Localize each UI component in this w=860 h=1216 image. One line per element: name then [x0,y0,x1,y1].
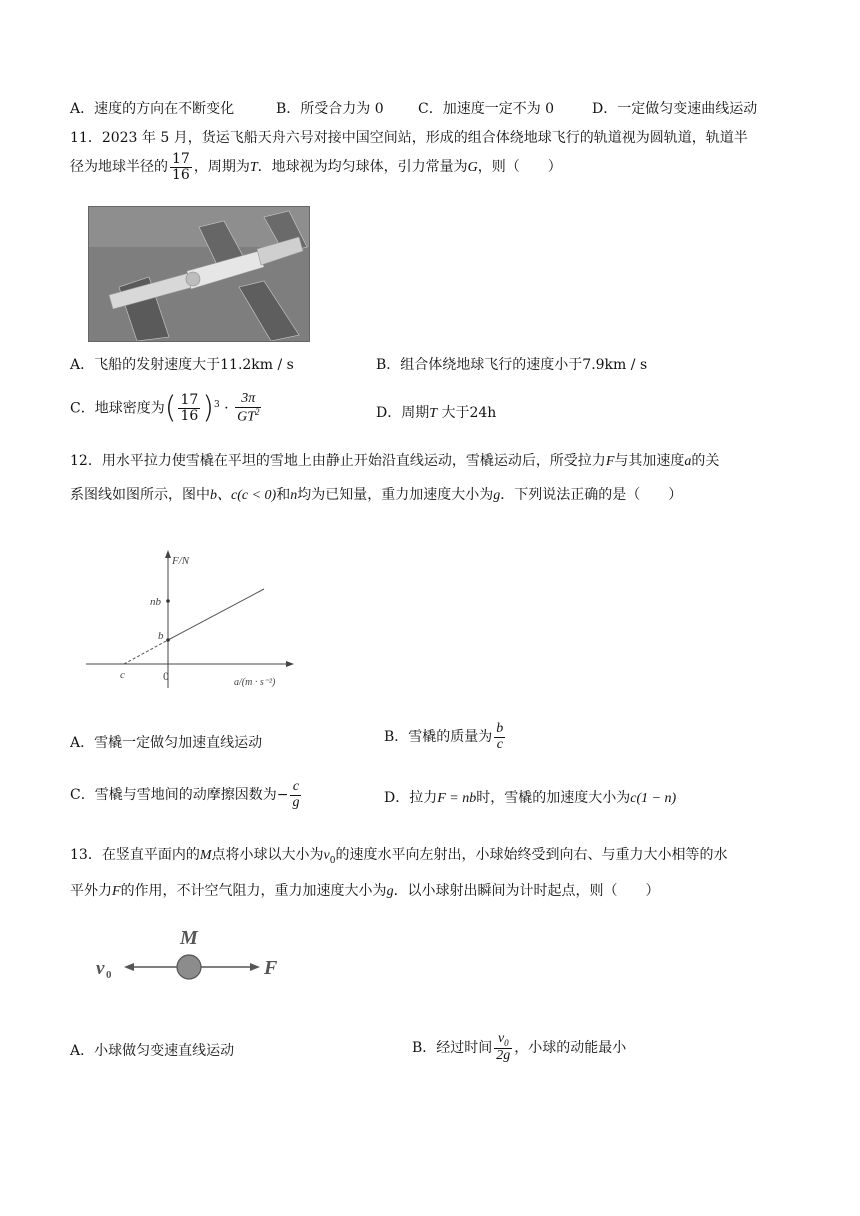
q13-text: 点将小球以大小为 [211,847,324,863]
q11-text: 径为地球半径的 [70,159,168,176]
q12-force-acceleration-graph [84,548,304,690]
q11-opt-a-value: 11.2km / s [220,357,294,373]
q13-opt-b-frac [494,1032,512,1064]
q12-text: 12．用水平拉力使雪橇在平坦的雪地上由静止开始沿直线运动，雪橇运动后，所受拉力 [70,453,606,469]
q12-opt-b-num: b [496,721,504,736]
q12-opt-d-value: c(1 − n) [630,791,677,806]
label-origin: 0 [163,669,169,683]
q12-opt-c-frac [290,780,301,810]
q13-var-F: F [112,884,121,899]
label-v: v [96,958,105,979]
graph-dashed-extension [124,640,168,664]
q11-opt-c-frac2-den: GT [237,409,255,425]
space-station-photo [88,206,310,342]
q11-opt-d-text2: 大于 [441,405,470,421]
q12-opt-b-frac [494,722,505,752]
q12-option-b [384,722,507,752]
q11-opt-a-text: A．飞船的发射速度大于 [70,357,221,373]
q11-text: ．地球视为均匀球体，引力常量为 [257,159,468,176]
q12-text: ．下列说法正确的是（ ） [500,487,683,503]
q12-opt-c-den: g [292,794,300,810]
q13-ball-force-diagram [92,922,292,986]
q11-opt-c-frac [178,393,200,423]
q13-stem-line2 [70,884,660,899]
q12-text: 系图线如图所示，图中 [70,487,210,503]
q13-var-v: v [323,848,330,863]
q12-var-a: a [684,454,692,469]
q12-opt-c-num: c [290,780,301,796]
q13-opt-b-text2: ，小球的动能最小 [514,1039,627,1056]
q11-frac-den: 16 [172,166,190,183]
q12-var-n: n [290,488,298,503]
q11-opt-d-text: D．周期 [376,405,430,421]
q12-option-a: A．雪橇一定做匀加速直线运动 [70,735,263,751]
q13-var-g: g [386,884,394,899]
label-v-sub: 0 [106,969,112,981]
q10-option-c: C．加速度一定不为 0 [418,101,555,117]
q12-stem-line1 [70,454,719,469]
q11-option-b [376,358,647,372]
q13-text: 13．在竖直平面内的 [70,847,200,863]
q12-opt-b-den: c [496,736,503,752]
q11-frac-num: 17 [172,151,190,167]
q12-vars-bc: b、c [210,488,238,503]
space-station-illustration [89,207,309,341]
q13-opt-b-den: 2g [496,1048,511,1064]
q10-option-d: D．一定做匀变速曲线运动 [592,101,758,117]
q11-option-d [376,406,496,421]
q12-var-g: g [493,488,501,503]
x-axis-arrow [286,661,294,667]
right-paren: ) [202,390,214,426]
q11-text: ，则（ ） [477,159,562,176]
q13-stem-line1 [70,848,727,866]
x-axis-label: a/(m · s⁻²) [234,677,276,688]
q13-var-M: M [199,848,212,863]
q12-option-d [384,791,676,806]
q12-opt-c-minus: − [276,787,289,804]
q12-opt-c-text: C．雪橇与雪地间的动摩擦因数为 [70,787,277,804]
q12-text: 均为已知量，重力加速度大小为 [297,487,494,503]
label-b: b [158,630,164,642]
q11-opt-b-value: 7.9km / s [582,357,648,373]
q11-text: ，周期为 [193,159,250,176]
q13-text: 的作用，不计空气阻力，重力加速度大小为 [120,883,387,899]
q11-var-T: T [249,160,258,176]
point-nb [166,599,170,603]
label-M: M [180,927,198,949]
q11-stem-line1: 11．2023 年 5 月，货运飞船天舟六号对接中国空间站，形成的组合体绕地球飞行的轨道视为圆轨道，轨道半 [70,130,748,146]
q12-var-F: F [605,454,615,469]
q12-stem-line2 [70,488,682,503]
q10-option-a: A．速度的方向在不断变化 [70,101,235,117]
left-paren: ( [164,390,177,426]
q11-opt-c-frac2 [235,392,261,425]
q13-text: 的速度水平向左射出，小球始终受到向右、与重力大小相等的水 [335,847,728,863]
q11-opt-c-text: C．地球密度为 [70,400,165,417]
q13-text: ．以小球射出瞬间为计时起点，则（ ） [393,883,660,899]
q12-opt-d-text: D．拉力 [384,790,438,806]
left-arrow-head [124,963,134,971]
q11-opt-c-frac2-den-exp: 2 [254,406,260,417]
q11-opt-d-var: T [429,406,438,421]
q12-text: 的关 [691,453,720,469]
q12-opt-d-eq: F = nb [437,791,477,806]
q11-opt-b-text: B．组合体绕地球飞行的速度小于 [376,357,583,373]
right-arrow-head [250,963,260,971]
q11-opt-c-frac-num: 17 [180,392,199,409]
q11-opt-d-value: 24h [469,405,497,421]
q12-opt-b-text: B．雪橇的质量为 [384,729,493,746]
point-b [166,638,170,642]
q11-option-c: C．地球密度为( $\frac{17}{16}$ )$^3$ · $\frac{3\pi}{GT^2}$ [70,390,260,426]
q13-opt-b-num-sub: 0 [504,1037,509,1048]
q11-fraction [170,152,192,182]
q13-opt-b-text: B．经过时间 [412,1039,493,1056]
q11-opt-c-exponent: 3 [213,399,220,410]
q12-text: 和 [276,487,291,503]
q11-option-a [70,358,294,372]
q10-option-b: B．所受合力为 0 [276,101,384,117]
ball [177,955,201,979]
y-axis-label: F/N [172,555,190,567]
q11-opt-c-frac-den: 16 [180,408,199,425]
q11-var-G: G [467,160,478,176]
label-c: c [120,669,125,681]
q12-condition: (c < 0) [237,488,277,503]
q12-opt-d-text2: 时，雪橇的加速度大小为 [476,790,631,806]
q13-option-a: A．小球做匀变速直线运动 [70,1043,235,1059]
q11-stem-line2 [70,152,562,182]
q13-text: 平外力 [70,883,112,899]
q12-text: 与其加速度 [614,453,685,469]
q11-opt-c-frac2-num: 3π [235,392,261,408]
label-F: F [264,957,278,979]
graph-line [168,589,264,640]
y-axis-arrow [165,550,171,558]
label-nb: nb [150,596,161,608]
q12-option-c [70,780,303,810]
q13-var-v-sub: 0 [329,855,336,866]
q13-opt-b-num: v [497,1031,505,1046]
q13-option-b [412,1032,626,1064]
